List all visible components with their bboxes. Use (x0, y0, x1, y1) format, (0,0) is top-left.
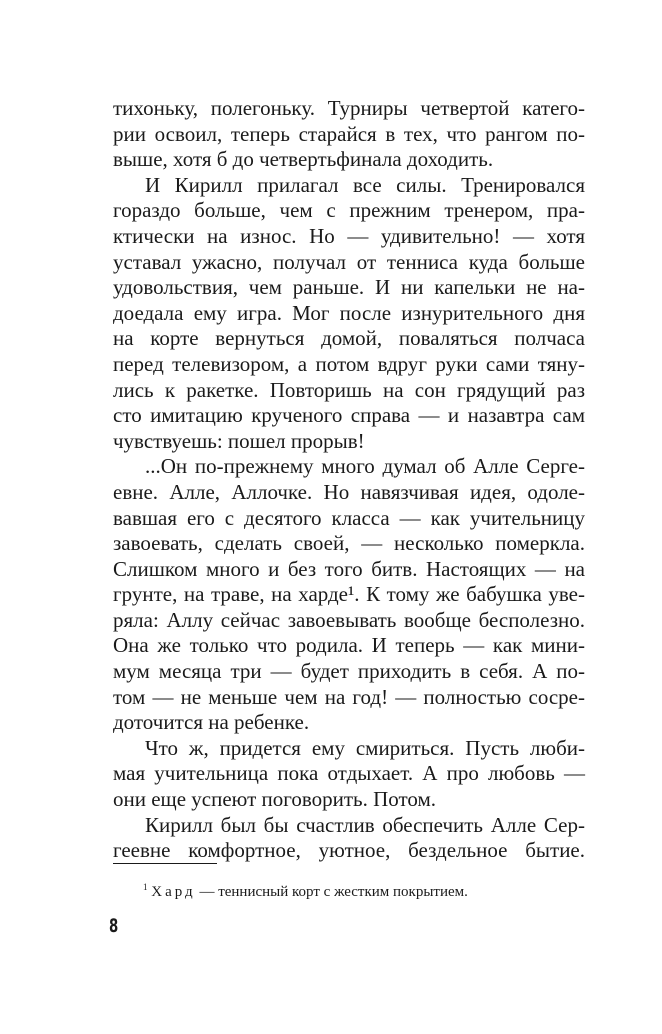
paragraph (113, 173, 585, 455)
body-text (113, 96, 585, 864)
text-line: мая учительница пока отдыхает. А про любовь — (113, 761, 585, 786)
text-line: завоевать, сделать своей, — несколько померкла. (113, 531, 585, 556)
text-line: уставал ужасно, получал от тенниса куда больше (113, 249, 585, 274)
text-line: Что ж, придется ему смириться. Пусть люби- (145, 735, 585, 760)
text-line: том — не меньше чем на год! — полностью сосре- (113, 684, 585, 709)
text-line: доточится на ребенке. (113, 710, 310, 735)
footnote-text: — теннисный корт с жестким покрытием. (195, 884, 468, 900)
paragraph (113, 454, 585, 736)
text-line: тихоньку, полегоньку. Турниры четвертой катего- (113, 96, 585, 120)
text-line: мум месяца три — будет приходить в себя. А по- (113, 659, 585, 684)
text-line: сто имитацию крученого справа — и назавтра сам (113, 403, 585, 428)
footnote-term: Хард (151, 884, 196, 900)
text-line: грунте, на траве, на харде¹. К тому же бабушка уве- (113, 582, 585, 607)
text-line: Она же только что родила. И теперь — как мини- (113, 633, 585, 658)
text-line: они еще успеют поговорить. Потом. (113, 787, 437, 812)
footnote (143, 882, 468, 902)
page-number: 8 (109, 915, 119, 937)
text-line: И Кирилл прилагал все силы. Тренировался (145, 172, 585, 197)
text-line: гораздо больше, чем с прежним тренером, пра- (113, 198, 585, 223)
text-line: чувствуешь: пошел прорыв! (113, 428, 365, 453)
text-line: ряла: Аллу сейчас завоевывать вообще бесполезно. (113, 607, 585, 632)
text-line: удовольствия, чем раньше. И ни капельки не на- (113, 275, 585, 300)
text-line: выше, хотя б до четвертьфинала доходить. (113, 147, 494, 172)
footnote-divider (113, 863, 217, 864)
text-line: доедала ему игра. Мог после изнурительного дня (113, 300, 585, 325)
text-line: лись к ракетке. Повторишь на сон грядущий раз (113, 377, 585, 402)
text-line: геевне комфортное, уютное, бездельное бытие. (113, 838, 585, 863)
footnote-marker: 1 (143, 882, 148, 892)
text-line: евне. Алле, Аллочке. Но навязчивая идея, одоле- (113, 479, 585, 504)
text-line: вавшая его с десятого класса — как учительницу (113, 505, 585, 530)
text-line: Кирилл был бы счастлив обеспечить Алле Сер- (145, 812, 585, 837)
text-line: на корте вернуться домой, поваляться полчаса (113, 326, 585, 351)
text-line: Слишком много и без того битв. Настоящих — на (113, 556, 585, 581)
text-line: рии освоил, теперь старайся в тех, что рангом по- (113, 121, 585, 146)
text-line: перед телевизором, а потом вдруг руки сами тяну- (113, 351, 585, 376)
paragraph (113, 813, 585, 864)
text-line: ...Он по-прежнему много думал об Алле Серге- (145, 454, 585, 479)
paragraph (113, 736, 585, 813)
text-line: ктически на износ. Но — удивительно! — хотя (113, 223, 585, 248)
paragraph (113, 96, 585, 173)
